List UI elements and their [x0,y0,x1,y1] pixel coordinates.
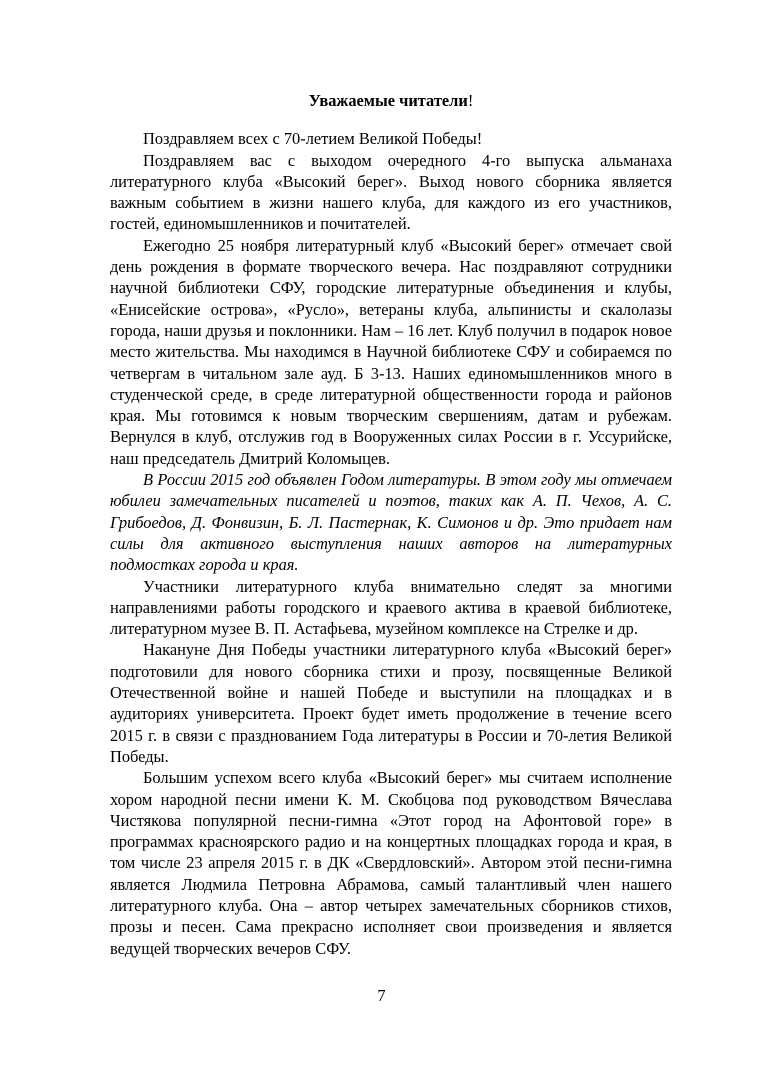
document-title [110,90,672,111]
paragraph-anthem-success: Большим успехом всего клуба «Высокий берег» мы считаем исполнение хором народной песни имени К. М. Скобцова под руководством Вячеслава Чистякова популярной песни-гимна «Этот город на Афонтовой горе» в программах красноярского радио и на концертных площадках города и края, в том числе 23 апреля 2015 г. в ДК «Свердловский». Автором этой песни-гимна является Людмила Петровна Абрамова, самый талантливый член нашего литературного клуба. Она – автор четырех замечательных сборников стихов, прозы и песен. Сама прекрасно исполняет свои произведения и является ведущей творческих вечеров СФУ. [110,768,672,958]
paragraph-victory-day: Накануне Дня Победы участники литературного клуба «Высокий берег» подготовили для нового сборника стихи и прозу, посвященные Великой Отечественной войне и нашей Победе и выступили на площадках и в аудиториях университета. Проект будет иметь продолжение в течение всего 2015 г. в связи с празднованием Года литературы в России и 70-летия Великой Победы. [110,640,672,766]
paragraph-club-activities: Участники литературного клуба внимательно следят за многими направлениями работы городского и краевого актива в краевой библиотеке, литературном музее В. П. Астафьева, музейном комплексе на Стрелке и др. [110,576,672,639]
paragraph-greeting-victory: Поздравляем всех с 70-летием Великой Победы! [143,129,483,149]
document-body [110,90,672,959]
page-number: 7 [377,986,386,1005]
title-text: Уважаемые читатели [308,91,468,110]
paragraph-year-of-literature: В России 2015 год объявлен Годом литературы. В этом году мы отмечаем юбилеи замечательных писателей и поэтов, таких как А. П. Чехов, А. С. Грибоедов, Д. Фонвизин, Б. Л. Пастернак, К. Симонов и др. Это придает нам силы для активного выступления наших авторов на литературных подмостках города и края. [110,470,672,575]
title-exclamation: ! [467,91,474,110]
paragraph-almanac-release: Поздравляем вас с выходом очередного 4-го выпуска альманаха литературного клуба «Высокий берег». Выход нового сборника является важным событием в жизни нашего клуба, для каждого из его участников, гостей, единомышленников и почитателей. [110,150,672,234]
paragraph-club-birthday: Ежегодно 25 ноября литературный клуб «Высокий берег» отмечает свой день рождения в формате творческого вечера. Нас поздравляют сотрудники научной библиотеки СФУ, городские литературные объединения и клубы, «Енисейские острова», «Русло», ветераны клуба, альпинисты и скалолазы города, наши друзья и поклонники. Нам – 16 лет. Клуб получил в подарок новое место жительства. Мы находимся в Научной библиотеке СФУ и собираемся по четвергам в читальном зале ауд. Б 3-13. Наших единомышленников много в студенческой среде, в среде литературной общественности города и районов края. Мы готовимся к новым творческим свершениям, датам и рубежам. Вернулся в клуб, отслужив год в Вооруженных силах России в г. Уссурийске, наш председатель Дмитрий Коломыцев. [110,235,672,468]
